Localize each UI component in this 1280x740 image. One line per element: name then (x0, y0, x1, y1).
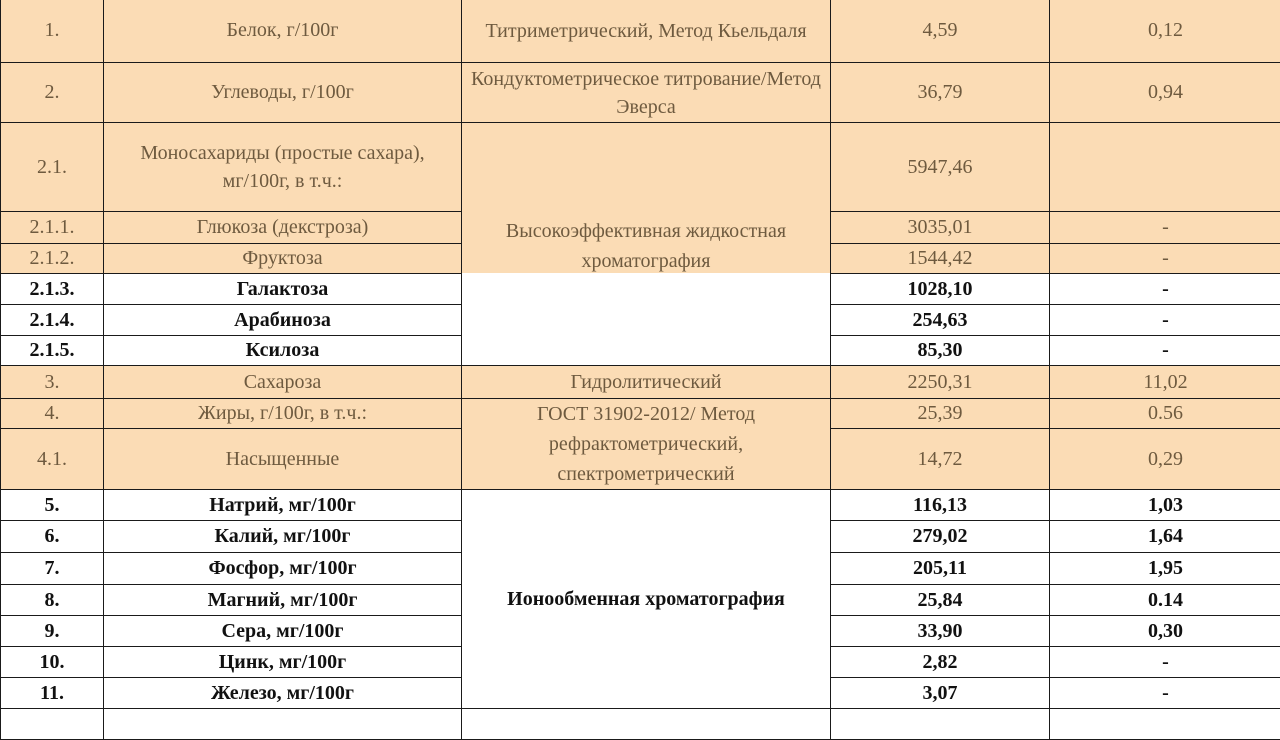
indicator-name: Фруктоза (104, 244, 462, 274)
error-cell: 1,64 (1050, 521, 1280, 553)
value-cell: 36,79 (831, 63, 1050, 123)
table-row (1, 0, 1280, 63)
indicator-name: Арабиноза (104, 305, 462, 336)
error-cell: 1,95 (1050, 553, 1280, 585)
error-cell: 0,12 (1050, 0, 1280, 63)
indicator-name: Сера, мг/100г (104, 616, 462, 647)
method-cell (462, 709, 831, 740)
indicator-name: Белок, г/100г (104, 0, 462, 63)
row-number: 4.1. (1, 429, 104, 490)
value-cell: 205,11 (831, 553, 1050, 585)
value-cell: 4,59 (831, 0, 1050, 63)
row-number: 7. (1, 553, 104, 585)
value-cell: 25,84 (831, 585, 1050, 616)
indicator-name: Насыщенные (104, 429, 462, 490)
indicator-name: Магний, мг/100г (104, 585, 462, 616)
value-cell: 14,72 (831, 429, 1050, 490)
error-cell: 0.14 (1050, 585, 1280, 616)
value-cell: 1028,10 (831, 274, 1050, 305)
value-cell: 279,02 (831, 521, 1050, 553)
indicator-name: Жиры, г/100г, в т.ч.: (104, 399, 462, 429)
method-cell: Кондуктометрическое титрование/Метод Эверса (462, 63, 831, 123)
indicator-name: Натрий, мг/100г (104, 490, 462, 521)
row-number: 6. (1, 521, 104, 553)
indicator-name (104, 709, 462, 740)
value-cell: 254,63 (831, 305, 1050, 336)
indicator-name: Ксилоза (104, 336, 462, 366)
value-cell: 3,07 (831, 678, 1050, 709)
error-cell: 0,30 (1050, 616, 1280, 647)
row-number: 9. (1, 616, 104, 647)
row-number: 2.1.5. (1, 336, 104, 366)
indicator-name: Моносахариды (простые сахара), мг/100г, в т.ч.: (104, 123, 462, 212)
value-cell: 85,30 (831, 336, 1050, 366)
error-cell: - (1050, 336, 1280, 366)
row-number: 2. (1, 63, 104, 123)
error-cell: - (1050, 274, 1280, 305)
row-number: 5. (1, 490, 104, 521)
value-cell: 33,90 (831, 616, 1050, 647)
row-number: 4. (1, 399, 104, 429)
value-cell: 2250,31 (831, 366, 1050, 399)
value-cell: 116,13 (831, 490, 1050, 521)
value-cell: 25,39 (831, 399, 1050, 429)
table-row (1, 63, 1280, 123)
row-number: 1. (1, 0, 104, 63)
indicator-name: Цинк, мг/100г (104, 647, 462, 678)
row-number (1, 709, 104, 740)
method-cell: Титриметрический, Метод Кьельдаля (462, 0, 831, 63)
indicator-name: Галактоза (104, 274, 462, 305)
error-cell: - (1050, 647, 1280, 678)
table-row (1, 490, 1280, 521)
value-cell: 5947,46 (831, 123, 1050, 212)
row-number: 11. (1, 678, 104, 709)
table-row (1, 709, 1280, 740)
value-cell: 2,82 (831, 647, 1050, 678)
error-cell: 0.56 (1050, 399, 1280, 429)
error-cell: 0,29 (1050, 429, 1280, 490)
row-number: 8. (1, 585, 104, 616)
table-row (1, 123, 1280, 212)
row-number: 2.1.4. (1, 305, 104, 336)
error-cell: - (1050, 212, 1280, 244)
value-cell: 1544,42 (831, 244, 1050, 274)
row-number: 2.1. (1, 123, 104, 212)
method-cell: Гидролитический (462, 366, 831, 399)
indicator-name: Сахароза (104, 366, 462, 399)
row-number: 2.1.3. (1, 274, 104, 305)
table-row (1, 399, 1280, 429)
indicator-name: Фосфор, мг/100г (104, 553, 462, 585)
error-cell: 0,94 (1050, 63, 1280, 123)
error-cell: 1,03 (1050, 490, 1280, 521)
value-cell (831, 709, 1050, 740)
method-cell-merged-fats: ГОСТ 31902-2012/ Метод рефрактометрический, спектрометрический (462, 399, 831, 490)
indicator-name: Углеводы, г/100г (104, 63, 462, 123)
method-cell-merged-ion: Ионообменная хроматография (462, 490, 831, 709)
table-row (1, 366, 1280, 399)
indicator-name: Калий, мг/100г (104, 521, 462, 553)
row-number: 3. (1, 366, 104, 399)
indicator-name: Глюкоза (декстроза) (104, 212, 462, 244)
indicator-name: Железо, мг/100г (104, 678, 462, 709)
value-cell: 3035,01 (831, 212, 1050, 244)
error-cell: - (1050, 305, 1280, 336)
row-number: 2.1.1. (1, 212, 104, 244)
error-cell (1050, 709, 1280, 740)
row-number: 2.1.2. (1, 244, 104, 274)
error-cell: - (1050, 244, 1280, 274)
method-cell-merged-hplc (462, 123, 831, 366)
method-hplc-text: Высокоэффективная жидкостная хроматография (462, 216, 830, 276)
error-cell: 11,02 (1050, 366, 1280, 399)
error-cell: - (1050, 678, 1280, 709)
error-cell (1050, 123, 1280, 212)
row-number: 10. (1, 647, 104, 678)
